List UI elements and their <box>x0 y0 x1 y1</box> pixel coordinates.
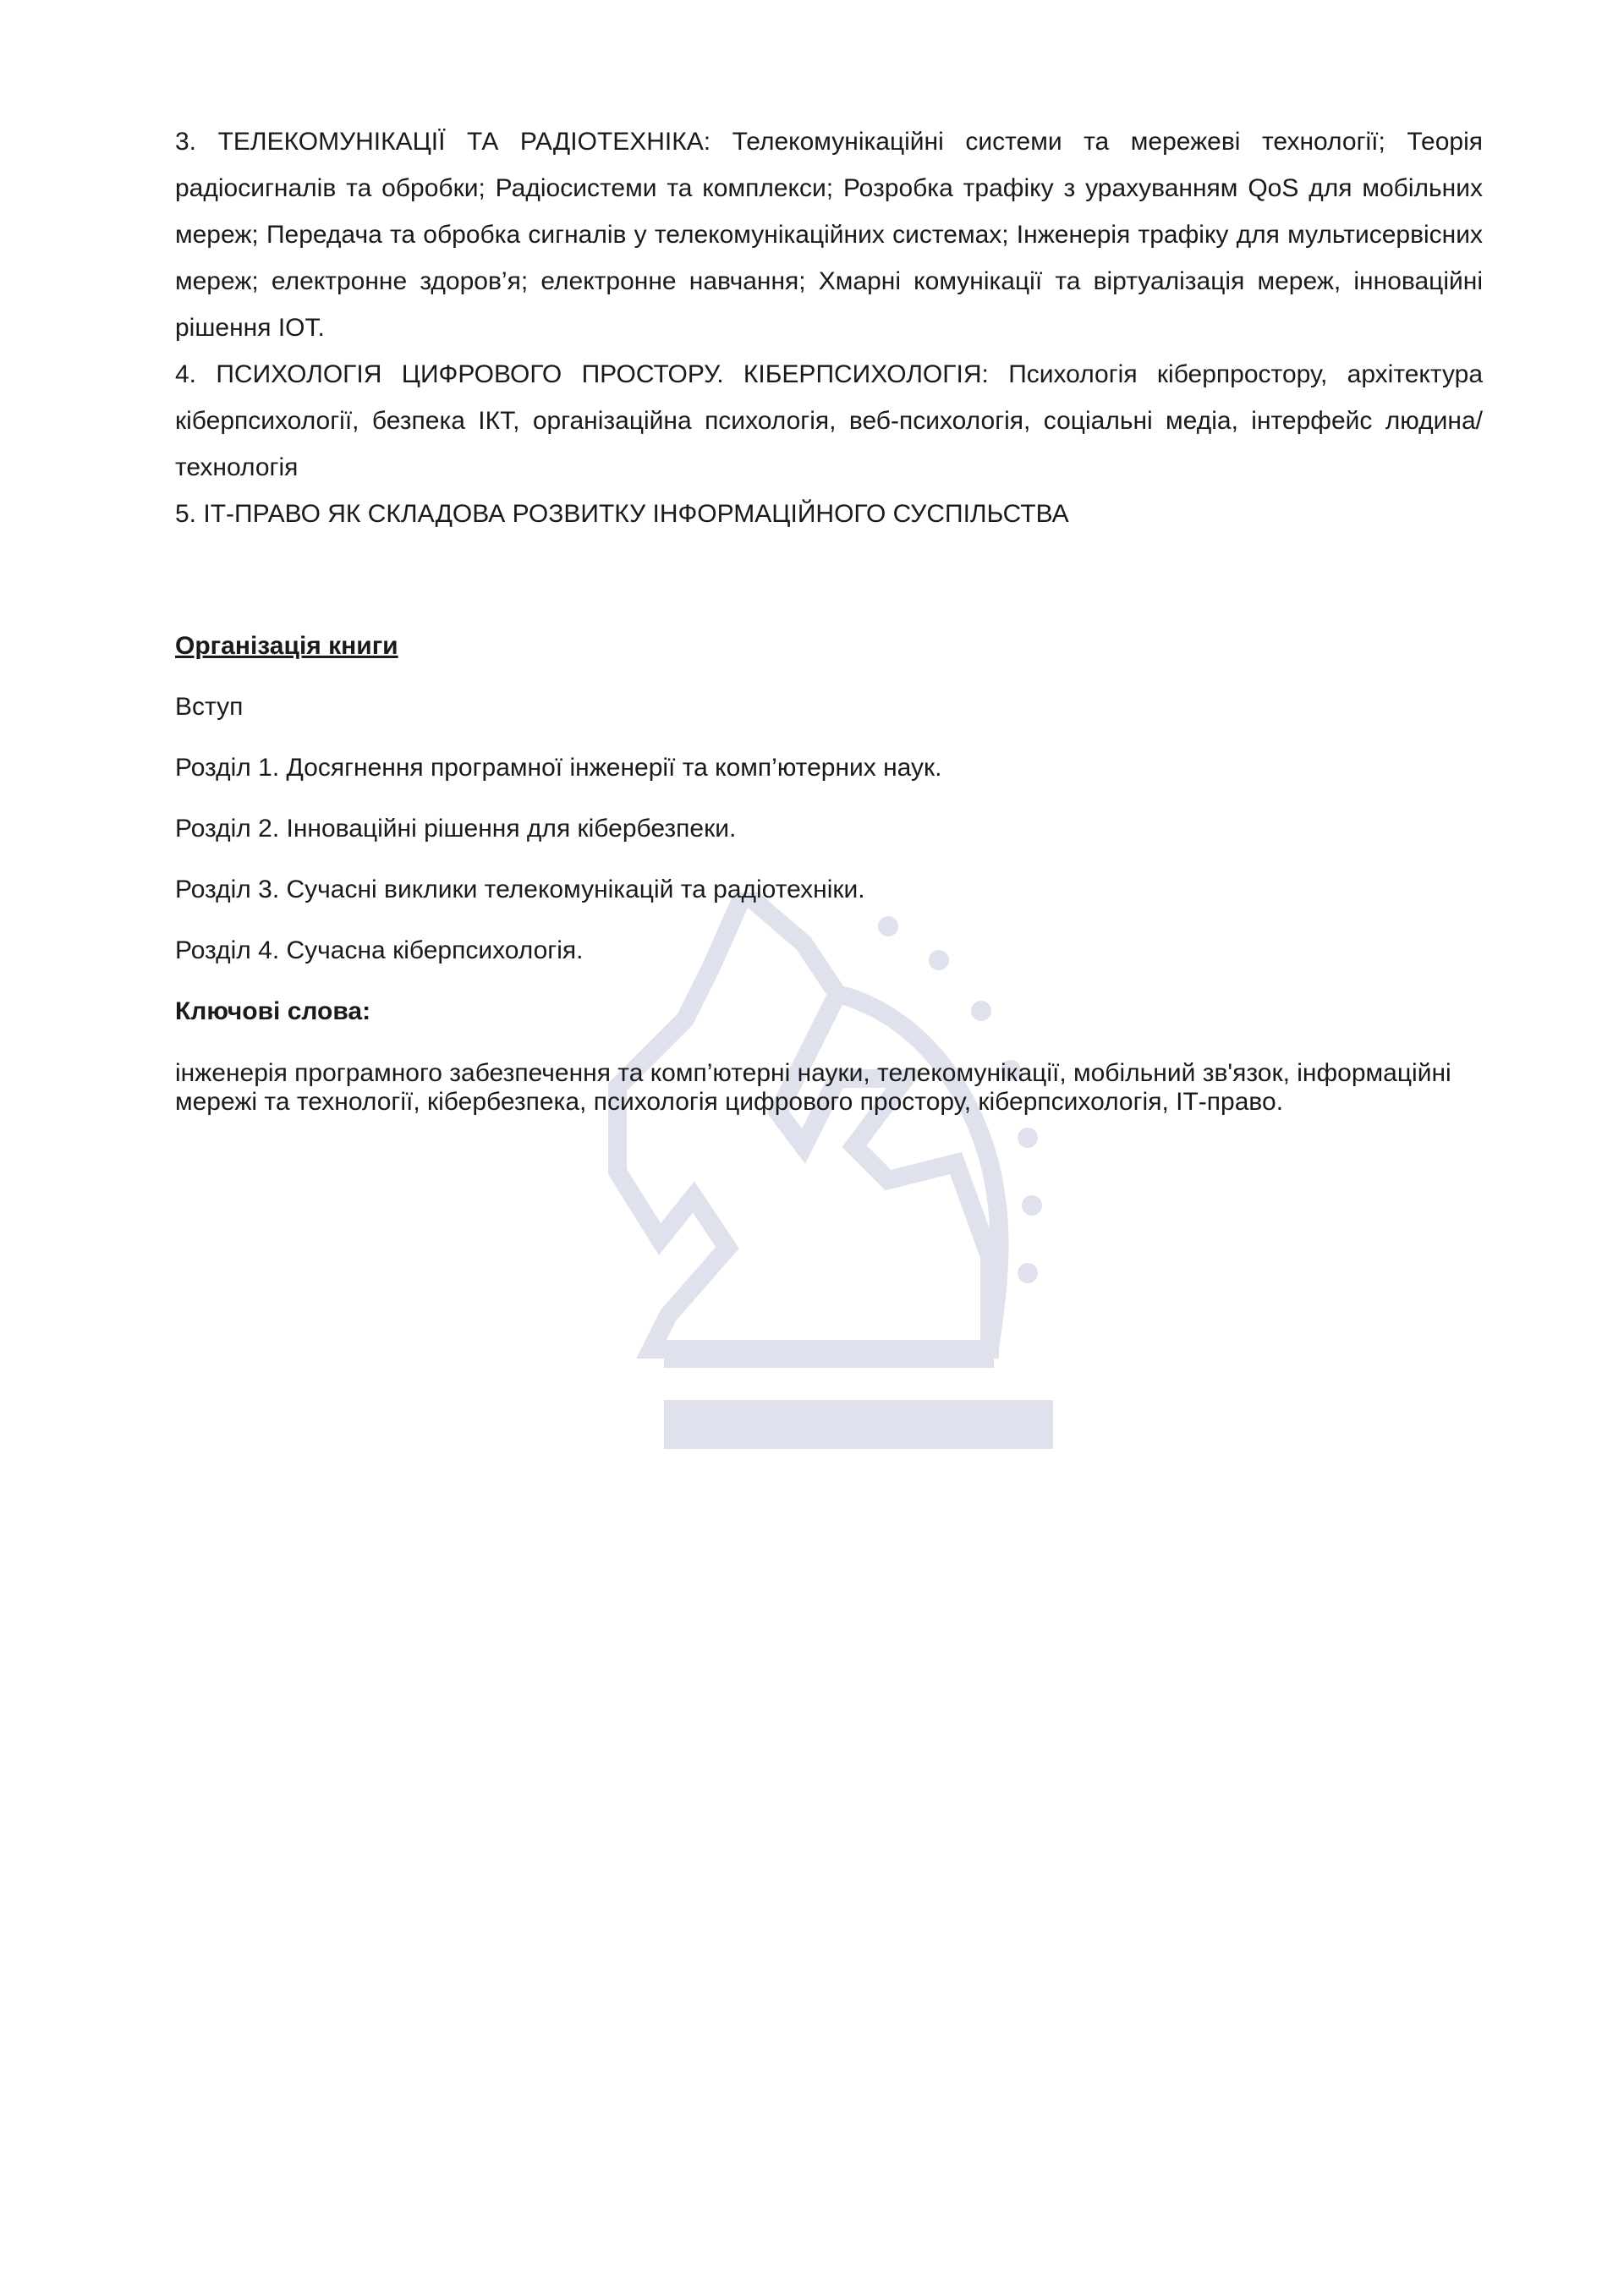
organization-item-section-3: Розділ 3. Сучасні виклики телекомунікацій та радіотехніки. <box>175 876 865 903</box>
organization-item-section-2: Розділ 2. Інноваційні рішення для кібербезпеки. <box>175 815 737 843</box>
organization-item-section-4: Розділ 4. Сучасна кіберпсихологія. <box>175 936 584 964</box>
document-body <box>175 118 1483 1117</box>
keywords-text: інженерія програмного забезпечення та комп’ютерні науки, телекомунікації, мобільний зв'язок, інформаційні мережі та технології, кібербезпека, психологія цифрового простору, кіберпсихологія, ІТ-право. <box>175 1059 1451 1116</box>
topic-cyberpsychology: 4. ПСИХОЛОГІЯ ЦИФРОВОГО ПРОСТОРУ. КІБЕРПСИХОЛОГІЯ: Психологія кіберпростору, архітектура кіберпсихології, безпека ІКТ, організаційна психологія, веб-психологія, соціальні медіа, інтерфейс людина/технологія <box>175 360 1483 481</box>
keywords-heading: Ключові слова: <box>175 997 371 1025</box>
topic-it-law: 5. ІТ-ПРАВО ЯК СКЛАДОВА РОЗВИТКУ ІНФОРМАЦІЙНОГО СУСПІЛЬСТВА <box>175 500 1069 528</box>
organization-item-intro: Вступ <box>175 693 244 721</box>
topic-telecommunications: 3. ТЕЛЕКОМУНІКАЦІЇ ТА РАДІОТЕХНІКА: Телекомунікаційні системи та мережеві технології; Теорія радіосигналів та обробки; Радіосистеми та комплекси; Розробка трафіку з урахуванням QoS для мобільних мереж; Передача та обробка сигналів у телекомунікаційних системах; Інженерія трафіку для мультисервісних мереж; електронне здоров’я; електронне навчання; Хмарні комунікації та віртуалізація мереж, інноваційні рішення IOT. <box>175 128 1483 342</box>
organization-heading: Організація книги <box>175 632 398 660</box>
organization-item-section-1: Розділ 1. Досягнення програмної інженерії та комп’ютерних наук. <box>175 754 942 782</box>
